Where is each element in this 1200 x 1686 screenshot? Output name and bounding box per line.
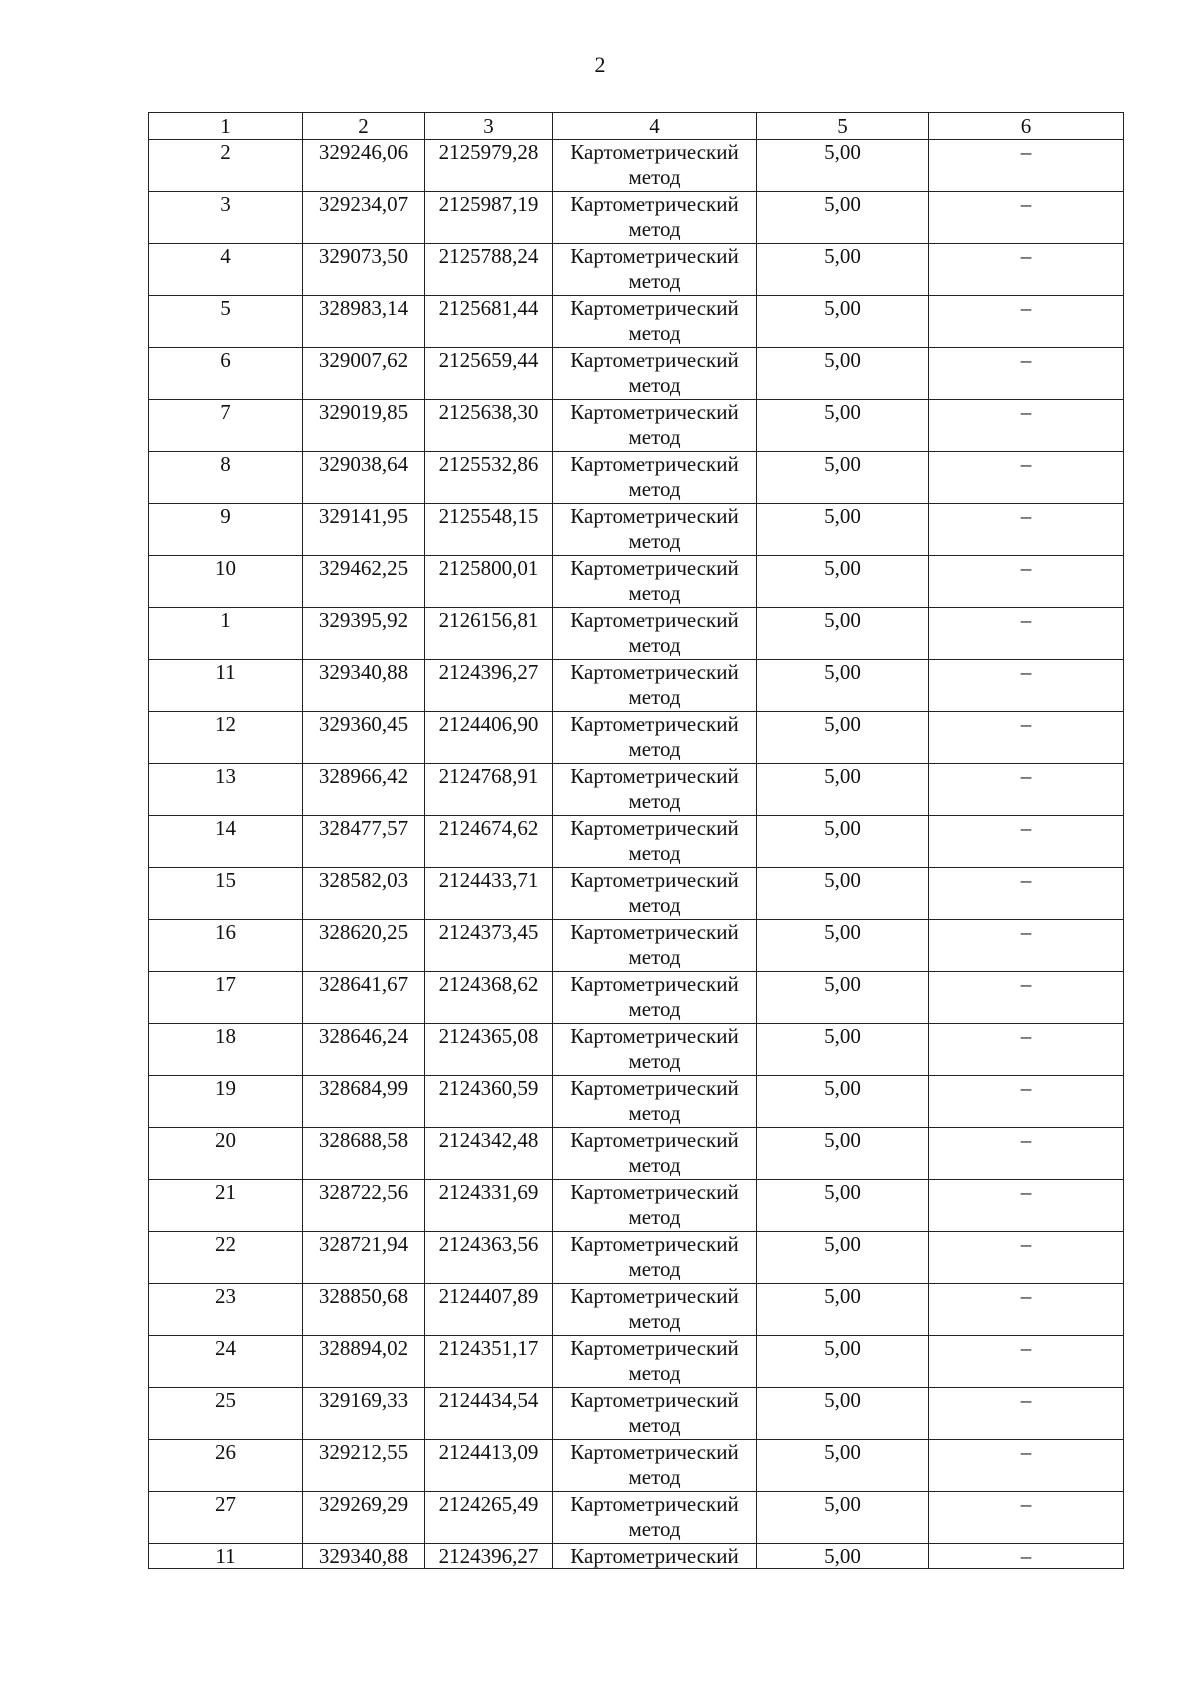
y-coordinate-cell: 2124265,49 xyxy=(425,1492,553,1544)
method-text: Картометрический метод xyxy=(570,1336,739,1385)
method-text: Картометрический метод xyxy=(570,1232,739,1281)
point-number-cell: 20 xyxy=(149,1128,303,1180)
header-cell: 6 xyxy=(929,113,1124,140)
accuracy-cell: 5,00 xyxy=(757,764,929,816)
y-coordinate-cell: 2125979,28 xyxy=(425,140,553,192)
y-coordinate-cell: 2124373,45 xyxy=(425,920,553,972)
x-coordinate-cell: 328641,67 xyxy=(303,972,425,1024)
accuracy-cell: 5,00 xyxy=(757,452,929,504)
table-row xyxy=(149,712,1124,764)
method-cell xyxy=(553,452,757,504)
method-cell xyxy=(553,348,757,400)
table-body xyxy=(149,140,1124,1569)
point-number-cell: 11 xyxy=(149,660,303,712)
x-coordinate-cell: 329007,62 xyxy=(303,348,425,400)
method-cell xyxy=(553,192,757,244)
y-coordinate-cell: 2126156,81 xyxy=(425,608,553,660)
header-row xyxy=(149,113,1124,140)
table-row xyxy=(149,608,1124,660)
x-coordinate-cell: 328477,57 xyxy=(303,816,425,868)
method-cell xyxy=(553,1336,757,1388)
table-row xyxy=(149,660,1124,712)
point-number-cell: 21 xyxy=(149,1180,303,1232)
point-number-cell: 24 xyxy=(149,1336,303,1388)
table-row xyxy=(149,556,1124,608)
x-coordinate-cell: 329073,50 xyxy=(303,244,425,296)
point-number-cell: 4 xyxy=(149,244,303,296)
method-cell xyxy=(553,1180,757,1232)
note-cell: – xyxy=(929,608,1124,660)
x-coordinate-cell: 328721,94 xyxy=(303,1232,425,1284)
accuracy-cell: 5,00 xyxy=(757,504,929,556)
x-coordinate-cell: 329360,45 xyxy=(303,712,425,764)
table-row xyxy=(149,348,1124,400)
note-cell: – xyxy=(929,1180,1124,1232)
y-coordinate-cell: 2125800,01 xyxy=(425,556,553,608)
method-cell xyxy=(553,244,757,296)
header-cell: 3 xyxy=(425,113,553,140)
note-cell: – xyxy=(929,1284,1124,1336)
method-text: Картометрический метод xyxy=(570,140,739,189)
method-cell xyxy=(553,1440,757,1492)
table-row xyxy=(149,452,1124,504)
note-cell: – xyxy=(929,1232,1124,1284)
y-coordinate-cell: 2125638,30 xyxy=(425,400,553,452)
method-cell xyxy=(553,816,757,868)
method-text: Картометрический метод xyxy=(570,1440,739,1489)
method-text: Картометрический метод xyxy=(570,556,739,605)
note-cell: – xyxy=(929,504,1124,556)
table-row xyxy=(149,1440,1124,1492)
method-cell xyxy=(553,868,757,920)
method-cell xyxy=(553,1232,757,1284)
method-cell xyxy=(553,504,757,556)
method-text: Картометрический метод xyxy=(570,1024,739,1073)
x-coordinate-cell: 328646,24 xyxy=(303,1024,425,1076)
note-cell: – xyxy=(929,712,1124,764)
x-coordinate-cell: 329212,55 xyxy=(303,1440,425,1492)
note-cell: – xyxy=(929,972,1124,1024)
method-cell xyxy=(553,660,757,712)
method-text: Картометрический метод xyxy=(570,296,739,345)
table-row xyxy=(149,1232,1124,1284)
y-coordinate-cell: 2125987,19 xyxy=(425,192,553,244)
point-number-cell: 22 xyxy=(149,1232,303,1284)
page-number: 2 xyxy=(594,52,606,77)
method-cell xyxy=(553,1128,757,1180)
y-coordinate-cell: 2124368,62 xyxy=(425,972,553,1024)
point-number-cell: 27 xyxy=(149,1492,303,1544)
y-coordinate-cell: 2124406,90 xyxy=(425,712,553,764)
y-coordinate-cell: 2125788,24 xyxy=(425,244,553,296)
method-cell xyxy=(553,1492,757,1544)
method-cell xyxy=(553,920,757,972)
method-cell xyxy=(553,1388,757,1440)
method-text: Картометрический метод xyxy=(570,764,739,813)
note-cell: – xyxy=(929,1076,1124,1128)
y-coordinate-cell: 2124768,91 xyxy=(425,764,553,816)
point-number-cell: 1 xyxy=(149,608,303,660)
point-number-cell: 18 xyxy=(149,1024,303,1076)
note-cell: – xyxy=(929,400,1124,452)
table-row xyxy=(149,1180,1124,1232)
accuracy-cell: 5,00 xyxy=(757,244,929,296)
accuracy-cell: 5,00 xyxy=(757,140,929,192)
note-cell: – xyxy=(929,1388,1124,1440)
table-row xyxy=(149,1128,1124,1180)
accuracy-cell: 5,00 xyxy=(757,868,929,920)
table-row xyxy=(149,140,1124,192)
x-coordinate-cell: 328966,42 xyxy=(303,764,425,816)
method-cell xyxy=(553,400,757,452)
accuracy-cell: 5,00 xyxy=(757,972,929,1024)
table-row xyxy=(149,972,1124,1024)
method-cell xyxy=(553,140,757,192)
method-cell xyxy=(553,1076,757,1128)
table-row xyxy=(149,1388,1124,1440)
accuracy-cell: 5,00 xyxy=(757,712,929,764)
method-cell xyxy=(553,296,757,348)
header-cell: 1 xyxy=(149,113,303,140)
accuracy-cell: 5,00 xyxy=(757,1336,929,1388)
method-text: Картометрический метод xyxy=(570,1180,739,1229)
method-text: Картометрический метод xyxy=(570,1128,739,1177)
method-cell xyxy=(553,556,757,608)
y-coordinate-cell: 2124433,71 xyxy=(425,868,553,920)
note-cell: – xyxy=(929,348,1124,400)
x-coordinate-cell: 329169,33 xyxy=(303,1388,425,1440)
point-number-cell: 8 xyxy=(149,452,303,504)
table-row xyxy=(149,1336,1124,1388)
x-coordinate-cell: 328983,14 xyxy=(303,296,425,348)
point-number-cell: 26 xyxy=(149,1440,303,1492)
y-coordinate-cell: 2124434,54 xyxy=(425,1388,553,1440)
x-coordinate-cell: 328894,02 xyxy=(303,1336,425,1388)
point-number-cell: 7 xyxy=(149,400,303,452)
accuracy-cell: 5,00 xyxy=(757,1232,929,1284)
note-cell: – xyxy=(929,1336,1124,1388)
y-coordinate-cell: 2124351,17 xyxy=(425,1336,553,1388)
note-cell: – xyxy=(929,868,1124,920)
method-text: Картометрический метод xyxy=(570,504,739,553)
accuracy-cell: 5,00 xyxy=(757,1128,929,1180)
note-cell: – xyxy=(929,1024,1124,1076)
y-coordinate-cell: 2124360,59 xyxy=(425,1076,553,1128)
method-text: Картометрический метод xyxy=(570,244,739,293)
point-number-cell: 25 xyxy=(149,1388,303,1440)
x-coordinate-cell: 328582,03 xyxy=(303,868,425,920)
point-number-cell: 6 xyxy=(149,348,303,400)
table-row xyxy=(149,192,1124,244)
accuracy-cell: 5,00 xyxy=(757,1180,929,1232)
table-row xyxy=(149,920,1124,972)
method-text: Картометрический метод xyxy=(570,608,739,657)
point-number-cell: 14 xyxy=(149,816,303,868)
accuracy-cell: 5,00 xyxy=(757,920,929,972)
note-cell: – xyxy=(929,244,1124,296)
x-coordinate-cell: 328722,56 xyxy=(303,1180,425,1232)
y-coordinate-cell: 2124407,89 xyxy=(425,1284,553,1336)
y-coordinate-cell: 2124396,27 xyxy=(425,660,553,712)
point-number-cell: 15 xyxy=(149,868,303,920)
x-coordinate-cell: 328850,68 xyxy=(303,1284,425,1336)
point-number-cell: 19 xyxy=(149,1076,303,1128)
x-coordinate-cell: 329462,25 xyxy=(303,556,425,608)
y-coordinate-cell: 2124365,08 xyxy=(425,1024,553,1076)
method-text: Картометрический метод xyxy=(570,972,739,1021)
method-cell xyxy=(553,1024,757,1076)
point-number-cell: 17 xyxy=(149,972,303,1024)
accuracy-cell: 5,00 xyxy=(757,1440,929,1492)
table-row xyxy=(149,1024,1124,1076)
accuracy-cell: 5,00 xyxy=(757,192,929,244)
note-cell: – xyxy=(929,1440,1124,1492)
coordinates-table xyxy=(148,112,1124,1569)
note-cell: – xyxy=(929,816,1124,868)
method-text: Картометрический метод xyxy=(570,816,739,865)
table-row xyxy=(149,868,1124,920)
x-coordinate-cell: 329246,06 xyxy=(303,140,425,192)
note-cell: – xyxy=(929,1128,1124,1180)
note-cell: – xyxy=(929,1544,1124,1569)
y-coordinate-cell: 2124331,69 xyxy=(425,1180,553,1232)
table-row xyxy=(149,504,1124,556)
accuracy-cell: 5,00 xyxy=(757,1388,929,1440)
x-coordinate-cell: 329038,64 xyxy=(303,452,425,504)
note-cell: – xyxy=(929,140,1124,192)
x-coordinate-cell: 329234,07 xyxy=(303,192,425,244)
method-text: Картометрический xyxy=(570,1544,739,1568)
method-text: Картометрический метод xyxy=(570,920,739,969)
method-cell xyxy=(553,608,757,660)
x-coordinate-cell: 328620,25 xyxy=(303,920,425,972)
point-number-cell: 9 xyxy=(149,504,303,556)
table-row xyxy=(149,1284,1124,1336)
point-number-cell: 23 xyxy=(149,1284,303,1336)
x-coordinate-cell: 329340,88 xyxy=(303,1544,425,1569)
point-number-cell: 5 xyxy=(149,296,303,348)
point-number-cell: 16 xyxy=(149,920,303,972)
x-coordinate-cell: 328688,58 xyxy=(303,1128,425,1180)
method-text: Картометрический метод xyxy=(570,192,739,241)
accuracy-cell: 5,00 xyxy=(757,1024,929,1076)
y-coordinate-cell: 2125681,44 xyxy=(425,296,553,348)
note-cell: – xyxy=(929,920,1124,972)
table-row xyxy=(149,296,1124,348)
header-cell: 2 xyxy=(303,113,425,140)
x-coordinate-cell: 329269,29 xyxy=(303,1492,425,1544)
method-text: Картометрический метод xyxy=(570,400,739,449)
table-row xyxy=(149,1544,1124,1569)
x-coordinate-cell: 329019,85 xyxy=(303,400,425,452)
note-cell: – xyxy=(929,660,1124,712)
y-coordinate-cell: 2124396,27 xyxy=(425,1544,553,1569)
x-coordinate-cell: 328684,99 xyxy=(303,1076,425,1128)
method-text: Картометрический метод xyxy=(570,452,739,501)
point-number-cell: 12 xyxy=(149,712,303,764)
table-row xyxy=(149,1076,1124,1128)
method-cell xyxy=(553,1544,757,1569)
y-coordinate-cell: 2124413,09 xyxy=(425,1440,553,1492)
accuracy-cell: 5,00 xyxy=(757,816,929,868)
header-cell: 5 xyxy=(757,113,929,140)
method-text: Картометрический метод xyxy=(570,1076,739,1125)
point-number-cell: 3 xyxy=(149,192,303,244)
y-coordinate-cell: 2125532,86 xyxy=(425,452,553,504)
note-cell: – xyxy=(929,192,1124,244)
note-cell: – xyxy=(929,452,1124,504)
header-cell: 4 xyxy=(553,113,757,140)
y-coordinate-cell: 2125659,44 xyxy=(425,348,553,400)
note-cell: – xyxy=(929,556,1124,608)
method-text: Картометрический метод xyxy=(570,660,739,709)
table-row xyxy=(149,816,1124,868)
method-text: Картометрический метод xyxy=(570,1492,739,1541)
accuracy-cell: 5,00 xyxy=(757,1544,929,1569)
accuracy-cell: 5,00 xyxy=(757,556,929,608)
method-cell xyxy=(553,972,757,1024)
method-text: Картометрический метод xyxy=(570,1284,739,1333)
table-row xyxy=(149,244,1124,296)
point-number-cell: 10 xyxy=(149,556,303,608)
table-header xyxy=(149,113,1124,140)
x-coordinate-cell: 329141,95 xyxy=(303,504,425,556)
method-text: Картометрический метод xyxy=(570,712,739,761)
y-coordinate-cell: 2124342,48 xyxy=(425,1128,553,1180)
x-coordinate-cell: 329340,88 xyxy=(303,660,425,712)
method-cell xyxy=(553,1284,757,1336)
note-cell: – xyxy=(929,296,1124,348)
accuracy-cell: 5,00 xyxy=(757,608,929,660)
accuracy-cell: 5,00 xyxy=(757,660,929,712)
method-cell xyxy=(553,764,757,816)
accuracy-cell: 5,00 xyxy=(757,348,929,400)
method-cell xyxy=(553,712,757,764)
table-row xyxy=(149,1492,1124,1544)
note-cell: – xyxy=(929,764,1124,816)
method-text: Картометрический метод xyxy=(570,348,739,397)
note-cell: – xyxy=(929,1492,1124,1544)
method-text: Картометрический метод xyxy=(570,868,739,917)
point-number-cell: 11 xyxy=(149,1544,303,1569)
y-coordinate-cell: 2124674,62 xyxy=(425,816,553,868)
point-number-cell: 2 xyxy=(149,140,303,192)
accuracy-cell: 5,00 xyxy=(757,296,929,348)
x-coordinate-cell: 329395,92 xyxy=(303,608,425,660)
accuracy-cell: 5,00 xyxy=(757,400,929,452)
table-row xyxy=(149,400,1124,452)
y-coordinate-cell: 2125548,15 xyxy=(425,504,553,556)
y-coordinate-cell: 2124363,56 xyxy=(425,1232,553,1284)
accuracy-cell: 5,00 xyxy=(757,1076,929,1128)
point-number-cell: 13 xyxy=(149,764,303,816)
method-text: Картометрический метод xyxy=(570,1388,739,1437)
accuracy-cell: 5,00 xyxy=(757,1492,929,1544)
accuracy-cell: 5,00 xyxy=(757,1284,929,1336)
table-row xyxy=(149,764,1124,816)
